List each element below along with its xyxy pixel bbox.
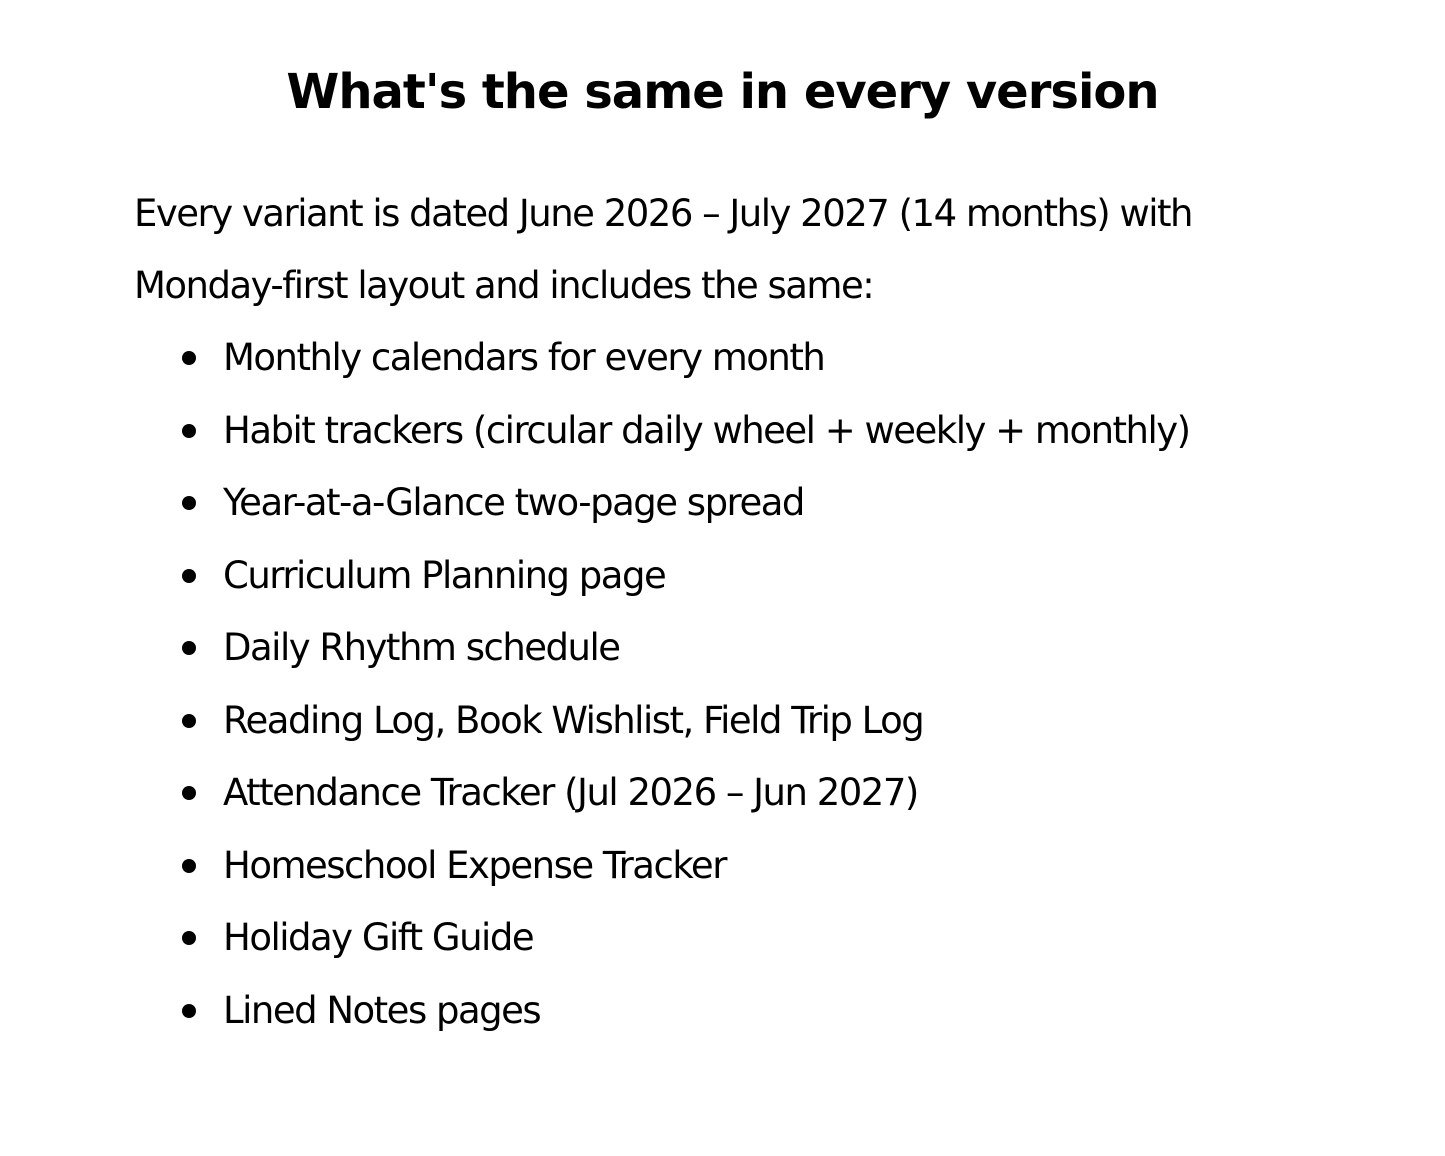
list-item-text: Holiday Gift Guide <box>223 916 534 959</box>
bullet-dot-icon <box>182 641 196 655</box>
list-item <box>178 540 1328 613</box>
list-item-text: Lined Notes pages <box>223 988 541 1032</box>
list-item-text: Year-at-a-Glance two-page spread <box>223 481 804 524</box>
list-item-text: Reading Log, Book Wishlist, Field Trip Log <box>223 698 924 742</box>
bullet-dot-icon <box>182 786 196 800</box>
list-item-text: Curriculum Planning page <box>223 553 666 597</box>
list-item <box>178 612 1328 685</box>
page-title: What's the same in every version <box>286 64 1159 120</box>
bullet-dot-icon <box>182 1004 196 1018</box>
bullet-dot-icon <box>182 714 196 728</box>
bullet-dot-icon <box>182 424 196 438</box>
list-item <box>178 685 1328 758</box>
list-item <box>178 322 1328 395</box>
list-item <box>178 395 1328 468</box>
feature-list <box>178 322 1328 1047</box>
list-item <box>178 467 1328 540</box>
bullet-dot-icon <box>182 496 196 510</box>
list-item-text: Monthly calendars for every month <box>223 336 825 379</box>
list-item-text: Habit trackers (circular daily wheel + weekly + monthly) <box>223 408 1190 452</box>
list-item-text: Homeschool Expense Tracker <box>223 843 726 887</box>
bullet-dot-icon <box>182 859 196 873</box>
list-item-text: Daily Rhythm schedule <box>223 626 620 669</box>
bullet-dot-icon <box>182 351 196 365</box>
list-item <box>178 975 1328 1048</box>
intro-line-1: Every variant is dated June 2026 – July 2027 (14 months) with <box>134 192 1192 235</box>
list-item <box>178 830 1328 903</box>
intro-line-2: Monday-first layout and includes the same: <box>134 264 874 307</box>
intro-paragraph <box>134 178 1334 322</box>
list-item <box>178 757 1328 830</box>
bullet-dot-icon <box>182 569 196 583</box>
bullet-dot-icon <box>182 931 196 945</box>
list-item <box>178 902 1328 975</box>
list-item-text: Attendance Tracker (Jul 2026 – Jun 2027) <box>223 771 918 814</box>
